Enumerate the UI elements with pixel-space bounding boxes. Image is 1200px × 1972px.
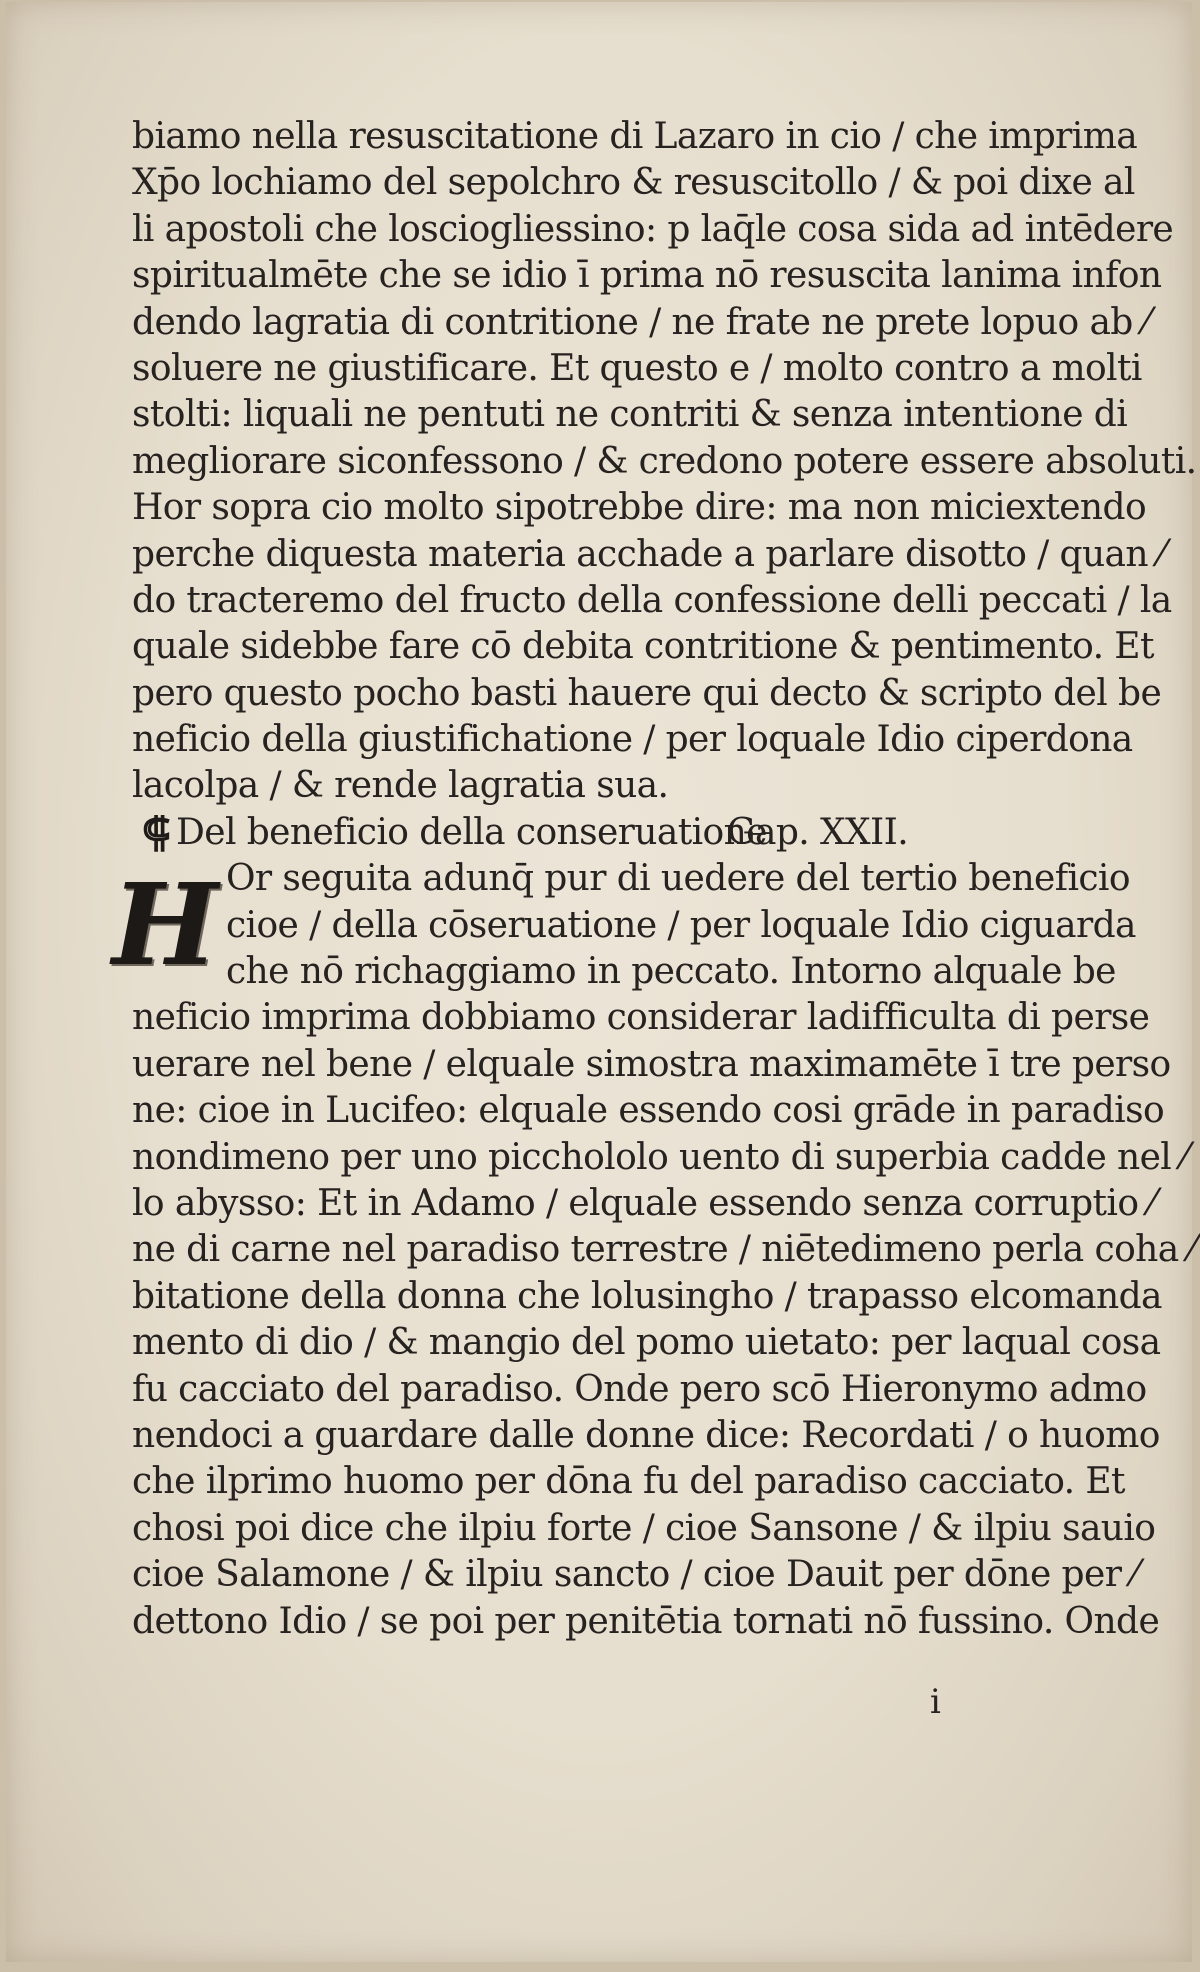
text-line: nendoci a guardare dalle donne dice: Recordati / o huomo xyxy=(132,1414,1160,1456)
signature-mark: i xyxy=(930,1682,941,1722)
text-line: Xp̄o lochiamo del sepolchro & resuscitollo / & poi dixe al xyxy=(132,162,1135,204)
decorated-initial: H xyxy=(112,860,218,992)
book-page xyxy=(6,2,1197,1962)
text-line: cioe Salamone / & ilpiu sancto / cioe Dauit per dōne per ⁄ xyxy=(132,1554,1138,1596)
text-line: ne di carne nel paradiso terrestre / niētedimeno perla coha ⁄ xyxy=(132,1229,1195,1271)
text-line: che ilprimo huomo per dōna fu del paradiso cacciato. Et xyxy=(132,1461,1125,1503)
text-line: lacolpa / & rende lagratia sua. xyxy=(132,765,669,807)
text-line: neficio della giustifichatione / per loquale Idio ciperdona xyxy=(132,719,1133,761)
text-line: che nō richaggiamo in peccato. Intorno alquale be xyxy=(226,951,1116,993)
text-line: dendo lagratia di contritione / ne frate ne prete lopuo ab ⁄ xyxy=(132,301,1150,343)
text-line: Or seguita adunq̄ pur di uedere del tertio beneficio xyxy=(226,858,1130,900)
text-line: ne: cioe in Lucifeo: elquale essendo cosi grāde in paradiso xyxy=(132,1090,1165,1132)
text-line: biamo nella resuscitatione di Lazaro in cio / che imprima xyxy=(132,116,1138,157)
text-line: megliorare siconfessono / & credono potere essere absoluti. xyxy=(132,440,1197,482)
chapter-number: Gap. XXII. xyxy=(726,811,909,853)
text-line: chosi poi dice che ilpiu forte / cioe Sansone / & ilpiu sauio xyxy=(132,1507,1156,1549)
body-paragraph-1 xyxy=(132,114,1197,810)
text-line: bitatione della donna che lolusingho / trapasso elcomanda xyxy=(132,1275,1162,1317)
text-line: cioe / della cōseruatione / per loquale Idio ciguarda xyxy=(226,904,1136,946)
text-line: neficio imprima dobbiamo considerar ladifficulta di perse xyxy=(132,997,1150,1039)
chapter-opening xyxy=(112,856,1136,995)
text-block xyxy=(112,114,1197,1645)
text-line: do tracteremo del fructo della confessione delli peccati / la xyxy=(132,579,1172,621)
text-line: uerare nel bene / elquale simostra maximamēte ī tre perso xyxy=(132,1043,1171,1085)
text-line: li apostoli che losciogliessino: p laq̄le cosa sida ad intēdere xyxy=(132,208,1174,250)
text-line: spiritualmēte che se idio ī prima nō resuscita lanima infon xyxy=(132,255,1162,297)
chapter-title: Del beneficio della conseruatione xyxy=(176,811,767,853)
text-line: fu cacciato del paradiso. Onde pero scō Hieronymo admo xyxy=(132,1368,1147,1410)
chapter-heading xyxy=(132,810,1012,856)
text-line: mento di dio / & mangio del pomo uietato: per laqual cosa xyxy=(132,1322,1161,1364)
text-line: pero questo pocho basti hauere qui decto & scripto del be xyxy=(132,672,1162,714)
text-line: lo abysso: Et in Adamo / elquale essendo senza corruptio ⁄ xyxy=(132,1182,1155,1224)
body-paragraph-2 xyxy=(132,995,1195,1644)
text-line: dettono Idio / se poi per penitētia tornati nō fussino. Onde xyxy=(132,1600,1160,1642)
text-line: Hor sopra cio molto sipotrebbe dire: ma non miciextendo xyxy=(132,487,1147,529)
text-line: quale sidebbe fare cō debita contritione & pentimento. Et xyxy=(132,626,1154,668)
text-line: perche diquesta materia acchade a parlare disotto / quan ⁄ xyxy=(132,533,1165,575)
text-line: soluere ne giustificare. Et questo e / molto contro a molti xyxy=(132,347,1142,389)
paragraph-mark-icon: ⸿ xyxy=(142,808,170,856)
text-line: stolti: liquali ne pentuti ne contriti & senza intentione di xyxy=(132,394,1128,436)
text-line: nondimeno per uno picchololo uento di superbia cadde nel ⁄ xyxy=(132,1136,1188,1178)
